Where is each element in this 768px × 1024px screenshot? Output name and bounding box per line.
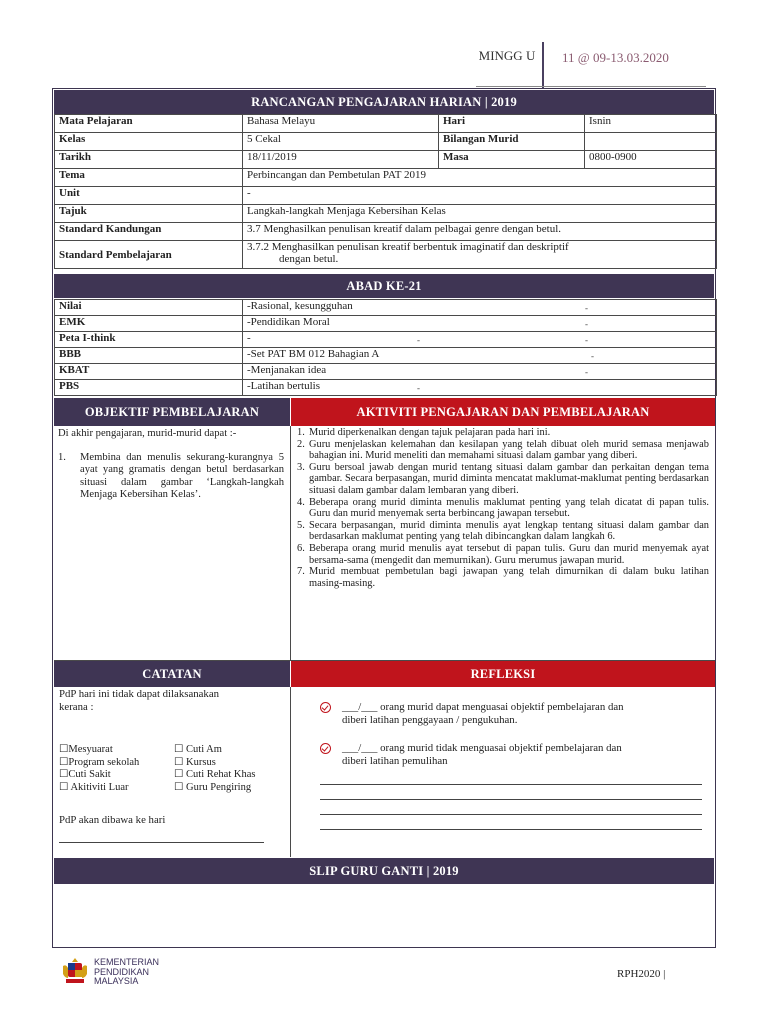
aktiviti-item-number: 5. bbox=[297, 519, 305, 531]
checkbox-cuti-rehat-khas[interactable]: ☐ Cuti Rehat Khas bbox=[174, 769, 256, 781]
pbs-text: -Latihan bertulis bbox=[247, 380, 321, 392]
refleksi-item-2-line-2: diberi latihan pemulihan bbox=[342, 755, 448, 767]
ministry-name bbox=[94, 958, 159, 987]
emk-value bbox=[243, 316, 717, 332]
masa-value: 0800-0900 bbox=[585, 151, 717, 169]
catatan-carry-over: PdP akan dibawa ke hari bbox=[59, 814, 166, 826]
catatan-divider bbox=[290, 687, 291, 857]
bbb-value bbox=[243, 348, 717, 364]
standard-kandungan-value: 3.7 Menghasilkan penulisan kreatif dalam pelbagai genre dengan betul. bbox=[243, 223, 717, 241]
aktiviti-item bbox=[293, 543, 709, 566]
catatan-reasons-col-2 bbox=[174, 744, 255, 794]
week-divider bbox=[542, 42, 544, 88]
sp-line-2: dengan betul. bbox=[279, 253, 339, 265]
mata-pelajaran-label: Mata Pelajaran bbox=[55, 115, 243, 133]
aktiviti-item-text: Beberapa orang murid menulis ayat tersebut di papan tulis. Guru dan murid menyemak ayat bersama-sama (mengedit dan memurnikan). Guru merumus jawapan murid. bbox=[309, 542, 709, 566]
kelas-value: 5 Cekal bbox=[243, 133, 439, 151]
tajuk-value: Langkah-langkah Menjaga Kebersihan Kelas bbox=[243, 205, 717, 223]
unit-label: Unit bbox=[55, 187, 243, 205]
refleksi-note-line[interactable] bbox=[320, 829, 702, 830]
refleksi-item-1-line-1: ___/___ orang murid dapat menguasai objektif pembelajaran dan bbox=[342, 701, 624, 713]
bbb-label: BBB bbox=[55, 348, 243, 364]
bbb-mark: - bbox=[591, 351, 594, 361]
refleksi-note-line[interactable] bbox=[320, 814, 702, 815]
aktiviti-item-number: 6. bbox=[297, 542, 305, 554]
standard-pembelajaran-label: Standard Pembelajaran bbox=[55, 241, 243, 269]
hari-value: Isnin bbox=[585, 115, 717, 133]
refleksi-title: REFLEKSI bbox=[291, 661, 715, 687]
bilangan-label: Bilangan Murid bbox=[439, 133, 585, 151]
aktiviti-item bbox=[293, 427, 709, 439]
objektif-title: OBJEKTIF PEMBELAJARAN bbox=[54, 398, 290, 426]
carry-over-line[interactable] bbox=[59, 842, 264, 843]
refleksi-item-2-line-1: ___/___ orang murid tidak menguasai objektif pembelajaran dan bbox=[342, 742, 622, 754]
info-table bbox=[54, 114, 717, 269]
catatan-line-1: PdP hari ini tidak dapat dilaksanakan bbox=[59, 688, 220, 700]
aktiviti-item-text: Secara berpasangan, murid diminta menulis ayat lengkap tentang situasi dalam gambar dan berdasarkan maklumat penting yang telah dibincangkan dalam langkah 6. bbox=[309, 519, 709, 543]
sp-line-1: 3.7.2 Menghasilkan penulisan kreatif berbentuk imaginatif dan deskriptif bbox=[247, 241, 569, 253]
emk-label: EMK bbox=[55, 316, 243, 332]
aktiviti-item bbox=[293, 462, 709, 497]
tema-label: Tema bbox=[55, 169, 243, 187]
peta-ithink-label: Peta I-think bbox=[55, 332, 243, 348]
tarikh-value: 18/11/2019 bbox=[243, 151, 439, 169]
kelas-label: Kelas bbox=[55, 133, 243, 151]
aktiviti-item bbox=[293, 566, 709, 589]
aktiviti-item-text: Beberapa orang murid diminta menulis maklumat penting yang telah dicatat di papan tulis. Guru dan murid menyemak serta berbincang jawapan tersebut. bbox=[309, 496, 709, 520]
checkbox-program-sekolah[interactable]: ☐Program sekolah bbox=[59, 756, 140, 768]
checkbox-mesyuarat[interactable]: ☐Mesyuarat bbox=[59, 744, 113, 755]
emk-mark: - bbox=[585, 319, 588, 329]
refleksi-item-1 bbox=[342, 701, 624, 727]
nilai-label: Nilai bbox=[55, 300, 243, 316]
objektif-panel bbox=[54, 426, 291, 660]
refleksi-item-2 bbox=[342, 742, 622, 768]
aktiviti-item bbox=[293, 497, 709, 520]
check-circle-icon bbox=[320, 702, 331, 713]
bilangan-value bbox=[585, 133, 717, 151]
ministry-line-1: KEMENTERIAN bbox=[94, 957, 160, 967]
pbs-value bbox=[243, 380, 717, 396]
nilai-value bbox=[243, 300, 717, 316]
emk-text: -Pendidikan Moral bbox=[247, 316, 330, 328]
catatan-line-2: kerana : bbox=[59, 701, 94, 713]
ministry-crest-icon bbox=[60, 956, 90, 986]
abad-title: ABAD KE-21 bbox=[54, 274, 714, 298]
footer-code: RPH2020 | bbox=[617, 968, 666, 980]
kbat-value bbox=[243, 364, 717, 380]
catatan-intro bbox=[59, 688, 219, 714]
aktiviti-title: AKTIVITI PENGAJARAN DAN PEMBELAJARAN bbox=[291, 398, 715, 426]
refleksi-item-1-line-2: diberi latihan penggayaan / pengukuhan. bbox=[342, 714, 518, 726]
peta-ithink-value bbox=[243, 332, 717, 348]
standard-pembelajaran-value bbox=[243, 241, 717, 269]
pbs-mark: - bbox=[417, 383, 420, 393]
aktiviti-item-number: 3. bbox=[297, 461, 305, 473]
objektif-item-number: 1. bbox=[58, 452, 66, 463]
slip-content-area[interactable] bbox=[54, 884, 714, 946]
bbb-text: -Set PAT BM 012 Bahagian A bbox=[247, 348, 380, 360]
refleksi-note-line[interactable] bbox=[320, 784, 702, 785]
aktiviti-item-number: 1. bbox=[297, 427, 305, 438]
kbat-label: KBAT bbox=[55, 364, 243, 380]
abad-table bbox=[54, 299, 717, 396]
mata-pelajaran-value: Bahasa Melayu bbox=[243, 115, 439, 133]
aktiviti-item-text: Guru bersoal jawab dengan murid tentang situasi dalam gambar dan perkaitan dengan tema gambar. Secara berpasangan, murid diminta mencatat maklumat-maklumat penting berdasarkan situasi dalam gambar dalam lembaran yang diberi. bbox=[309, 461, 709, 496]
peta-ithink-mark-2: - bbox=[585, 335, 588, 345]
nilai-text: -Rasional, kesungguhan bbox=[247, 300, 353, 312]
tarikh-label: Tarikh bbox=[55, 151, 243, 169]
aktiviti-item bbox=[293, 520, 709, 543]
aktiviti-item bbox=[293, 439, 709, 462]
form-title: RANCANGAN PENGAJARAN HARIAN | 2019 bbox=[54, 90, 714, 114]
kbat-text: -Menjanakan idea bbox=[247, 364, 327, 376]
checkbox-guru-pengiring[interactable]: ☐ Guru Pengiring bbox=[174, 781, 252, 793]
masa-label: Masa bbox=[439, 151, 585, 169]
unit-value: - bbox=[243, 187, 717, 205]
week-label: MINGG U bbox=[478, 48, 536, 63]
objektif-item bbox=[54, 452, 290, 502]
aktiviti-panel bbox=[291, 426, 715, 660]
pbs-label: PBS bbox=[55, 380, 243, 396]
checkbox-kursus[interactable]: ☐ Kursus bbox=[174, 756, 216, 768]
hari-label: Hari bbox=[439, 115, 585, 133]
standard-kandungan-label: Standard Kandungan bbox=[55, 223, 243, 241]
nilai-mark: - bbox=[585, 303, 588, 313]
aktiviti-item-number: 4. bbox=[297, 496, 305, 508]
ministry-line-3: MALAYSIA bbox=[94, 976, 139, 986]
aktiviti-item-number: 2. bbox=[297, 438, 305, 450]
week-underline bbox=[476, 86, 706, 87]
slip-title: SLIP GURU GANTI | 2019 bbox=[54, 858, 714, 884]
aktiviti-item-text: Murid membuat pembetulan bagi jawapan yang telah dimurnikan di dalam buku latihan masing-masing. bbox=[309, 566, 709, 589]
objektif-item-text: Membina dan menulis sekurang-kurangnya 5 ayat yang gramatis dengan betul berdasarkan situasi dalam gambar ‘Langkah-langkah Menjaga Kebersihan Kelas’. bbox=[80, 452, 284, 501]
peta-ithink-text: - bbox=[247, 332, 251, 344]
aktiviti-item-text: Murid diperkenalkan dengan tajuk pelajaran pada hari ini. bbox=[309, 427, 551, 438]
peta-ithink-mark-1: - bbox=[417, 335, 420, 345]
checkbox-cuti-sakit[interactable]: ☐Cuti Sakit bbox=[59, 769, 111, 781]
tema-value: Perbincangan dan Pembetulan PAT 2019 bbox=[243, 169, 717, 187]
checkbox-cuti-am[interactable]: ☐ Cuti Am bbox=[174, 744, 222, 755]
objektif-intro: Di akhir pengajaran, murid-murid dapat :- bbox=[58, 428, 237, 439]
kbat-mark: - bbox=[585, 367, 588, 377]
tajuk-label: Tajuk bbox=[55, 205, 243, 223]
aktiviti-list bbox=[291, 426, 715, 589]
ministry-line-2: PENDIDIKAN bbox=[94, 966, 150, 977]
refleksi-note-line[interactable] bbox=[320, 799, 702, 800]
catatan-reasons-col-1 bbox=[59, 744, 139, 794]
aktiviti-item-number: 7. bbox=[297, 566, 305, 578]
week-value: 11 @ 09-13.03.2020 bbox=[562, 50, 669, 65]
checkbox-aktiviti-luar[interactable]: ☐ Akitiviti Luar bbox=[59, 781, 129, 793]
aktiviti-item-text: Guru menjelaskan kelemahan dan kesilapan yang telah dibuat oleh murid semasa menjawab bahagian ini. Murid meneliti dan memahami situasi dalam gambar yang diberi. bbox=[309, 438, 709, 462]
check-circle-icon bbox=[320, 743, 331, 754]
catatan-title: CATATAN bbox=[54, 661, 290, 687]
